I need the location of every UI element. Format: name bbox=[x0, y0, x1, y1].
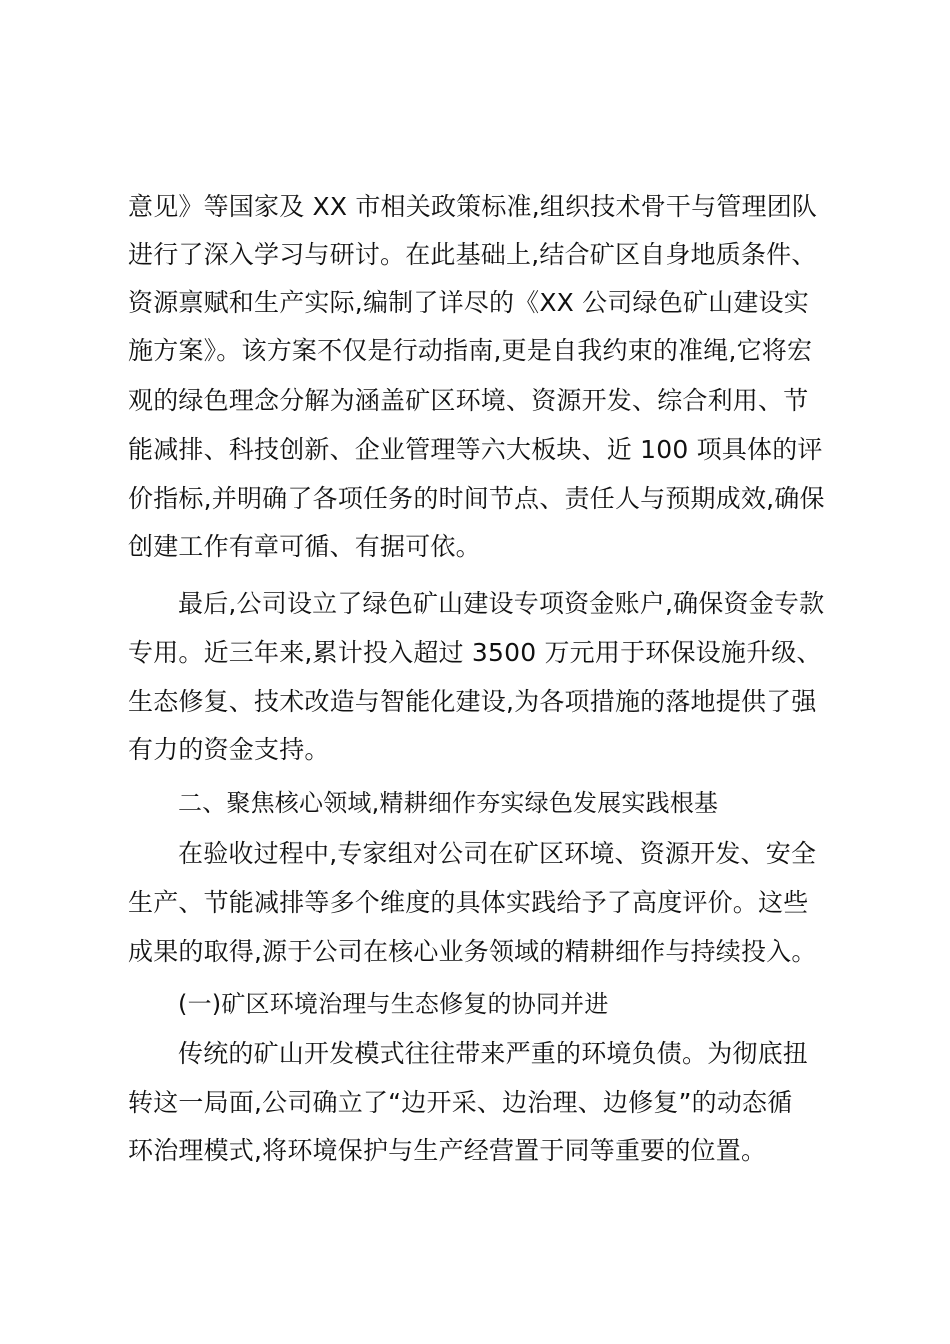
subsection-heading: (一)矿区环境治理与生态修复的协同并进 bbox=[178, 990, 609, 1018]
paragraph-line: 环治理模式,将环境保护与生产经营置于同等重要的位置。 bbox=[128, 1136, 767, 1165]
paragraph-line: 生产、节能减排等多个维度的具体实践给予了高度评价。这些 bbox=[128, 888, 809, 917]
paragraph-line: 意见》等国家及 XX 市相关政策标准,组织技术骨干与管理团队 bbox=[128, 192, 818, 221]
paragraph-line: 生态修复、技术改造与智能化建设,为各项措施的落地提供了强 bbox=[128, 687, 817, 716]
paragraph-line: 资源禀赋和生产实际,编制了详尽的《XX 公司绿色矿山建设实 bbox=[128, 288, 809, 317]
paragraph-line: 进行了深入学习与研讨。在此基础上,结合矿区自身地质条件、 bbox=[128, 240, 817, 269]
paragraph-line: 传统的矿山开发模式往往带来严重的环境负债。为彻底扭 bbox=[178, 1039, 809, 1068]
paragraph-line: 创建工作有章可循、有据可依。 bbox=[128, 532, 481, 561]
paragraph-line: 成果的取得,源于公司在核心业务领域的精耕细作与持续投入。 bbox=[128, 937, 817, 966]
section-heading: 二、聚焦核心领域,精耕细作夯实绿色发展实践根基 bbox=[178, 789, 719, 817]
paragraph-line: 在验收过程中,专家组对公司在矿区环境、资源开发、安全 bbox=[178, 839, 817, 868]
paragraph-line: 观的绿色理念分解为涵盖矿区环境、资源开发、综合利用、节 bbox=[128, 386, 809, 415]
paragraph-line: 转这一局面,公司确立了“边开采、边治理、边修复”的动态循 bbox=[128, 1088, 793, 1117]
paragraph-line: 专用。近三年来,累计投入超过 3500 万元用于环保设施升级、 bbox=[128, 638, 822, 667]
paragraph-line: 有力的资金支持。 bbox=[128, 735, 330, 764]
paragraph-line: 能减排、科技创新、企业管理等六大板块、近 100 项具体的评 bbox=[128, 435, 823, 464]
paragraph-line: 施方案》。该方案不仅是行动指南,更是自我约束的准绳,它将宏 bbox=[128, 336, 813, 365]
paragraph-line: 价指标,并明确了各项任务的时间节点、责任人与预期成效,确保 bbox=[128, 484, 825, 513]
paragraph-line: 最后,公司设立了绿色矿山建设专项资金账户,确保资金专款 bbox=[178, 589, 825, 618]
